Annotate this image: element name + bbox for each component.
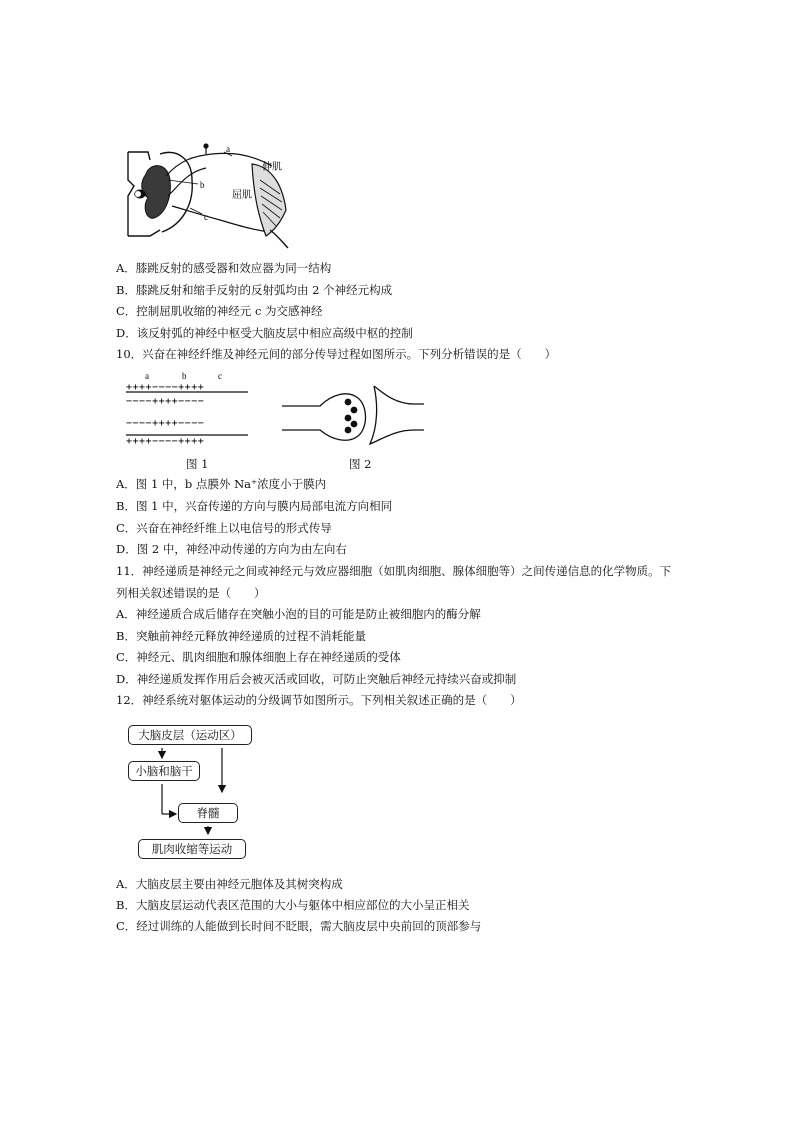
point-a-label: a bbox=[145, 371, 149, 381]
q12-option-b: B．大脑皮层运动代表区范围的大小与躯体中相应部位的大小呈正相关 bbox=[116, 898, 470, 912]
label-a: a bbox=[226, 144, 230, 154]
flow-box-muscle-movement: 肌肉收缩等运动 bbox=[138, 839, 246, 859]
charge-row-2: −−−−++++−−−− bbox=[126, 396, 205, 407]
nerve-fiber-figure bbox=[120, 368, 255, 448]
flow-box-spinal-cord: 脊髓 bbox=[178, 803, 238, 823]
q11-option-d: D．神经递质发挥作用后会被灭活或回收，可防止突触后神经元持续兴奋或抑制 bbox=[116, 672, 517, 686]
q12-option-a: A．大脑皮层主要由神经元胞体及其树突构成 bbox=[116, 877, 343, 891]
q12-option-c: C．经过训练的人能做到长时间不眨眼，需大脑皮层中央前回的顶部参与 bbox=[116, 919, 482, 933]
q9-option-c: C．控制屈肌收缩的神经元 c 为交感神经 bbox=[116, 304, 323, 318]
q9-option-b: B．膝跳反射和缩手反射的反射弧均由 2 个神经元构成 bbox=[116, 283, 393, 297]
reflex-arc-figure bbox=[120, 140, 300, 250]
flow-box-cerebral-cortex: 大脑皮层（运动区） bbox=[128, 725, 252, 745]
label-flexor: 屈肌 bbox=[232, 190, 252, 201]
charge-row-1: ++++−−−−++++ bbox=[126, 382, 205, 393]
point-b-label: b bbox=[182, 371, 187, 381]
q9-option-d: D．该反射弧的神经中枢受大脑皮层中相应高级中枢的控制 bbox=[116, 326, 413, 340]
q10-option-c: C．兴奋在神经纤维上以电信号的形式传导 bbox=[116, 521, 332, 535]
synapse-figure bbox=[278, 380, 428, 452]
flow-box-cerebellum-brainstem: 小脑和脑干 bbox=[128, 761, 200, 781]
q11-option-a: A．神经递质合成后储存在突触小泡的目的可能是防止被细胞内的酶分解 bbox=[116, 607, 481, 621]
label-c: c bbox=[204, 212, 208, 222]
q12-stem: 12．神经系统对躯体运动的分级调节如图所示。下列相关叙述正确的是（ ） bbox=[116, 693, 522, 707]
figure-1-caption: 图 1 bbox=[186, 457, 209, 471]
q11-stem-line-1: 11．神经递质是神经元之间或神经元与效应器细胞（如肌肉细胞、腺体细胞等）之间传递信息的化学物质。下 bbox=[116, 564, 672, 578]
label-b: b bbox=[200, 180, 205, 190]
q11-option-c: C．神经元、肌肉细胞和腺体细胞上存在神经递质的受体 bbox=[116, 650, 401, 664]
q9-option-a: A．膝跳反射的感受器和效应器为同一结构 bbox=[116, 261, 332, 275]
q11-option-b: B．突触前神经元释放神经递质的过程不消耗能量 bbox=[116, 629, 366, 643]
q10-option-d: D．图 2 中，神经冲动传递的方向为由左向右 bbox=[116, 542, 347, 556]
figure-2-caption: 图 2 bbox=[349, 457, 372, 471]
q10-stem: 10．兴奋在神经纤维及神经元间的部分传导过程如图所示。下列分析错误的是（ ） bbox=[116, 347, 557, 361]
q10-option-b: B．图 1 中，兴奋传递的方向与膜内局部电流方向相同 bbox=[116, 499, 393, 513]
q11-stem-line-2: 列相关叙述错误的是（ ） bbox=[116, 586, 266, 600]
charge-row-3: −−−−++++−−−− bbox=[126, 418, 205, 429]
charge-row-4: ++++−−−−++++ bbox=[126, 436, 205, 447]
q10-option-a: A．图 1 中，b 点膜外 Na⁺浓度小于膜内 bbox=[116, 477, 327, 491]
label-extensor: 伸肌 bbox=[262, 162, 282, 173]
point-c-label: c bbox=[218, 371, 222, 381]
